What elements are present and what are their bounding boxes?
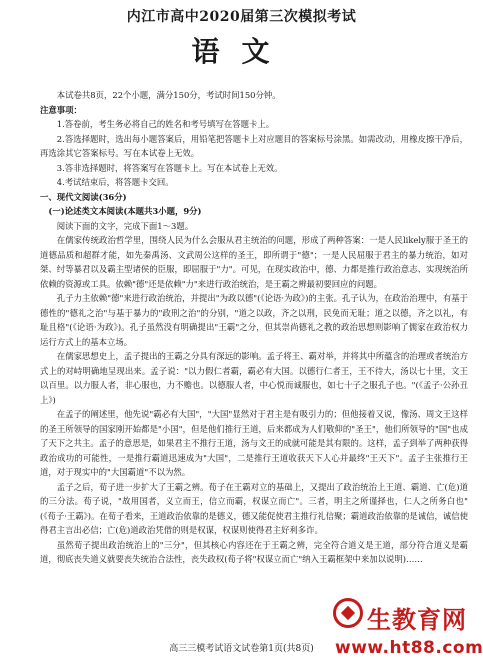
watermark-url: www.ht88.com bbox=[335, 638, 483, 658]
watermark-brand: 生教育网 bbox=[367, 606, 467, 634]
intro-line: 本试卷共8页，22个小题，满分150分，考试时间150分钟。 bbox=[56, 90, 281, 100]
passage-paragraph: 孔子力主依赖"德"来进行政治统治，并提出"为政以德"(《论语·为政》)的主张。孔子认为，在政治治理中，有基于德性的"德礼之治"与基于暴力的"政刑之治"的分别，"道之以政，齐之以刑，民免而无耻；道之以德，齐之以礼，有耻且格"(《论语·为政》)。孔子虽然没有明确提出"王霸"之分，但其崇尚德礼之教的政治思想则影响了儒家在政治权力运行方式上的基本立场。 bbox=[40, 293, 468, 347]
section-heading: 一、现代文阅读(36分) bbox=[40, 191, 127, 202]
note-item: 1.答卷前，考生务必将自己的姓名和考号填写在答题卡上。 bbox=[56, 119, 275, 129]
watermark bbox=[305, 594, 483, 664]
watermark-logo-icon bbox=[333, 598, 363, 628]
note-item: 3.答非选择题时，将答案写在答题卡上。写在本试卷上无效。 bbox=[56, 162, 283, 173]
notes-heading: 注意事项： bbox=[40, 104, 82, 115]
passage-paragraph: 在儒家思想史上，孟子提出的王霸之分具有深远的影响。孟子将王、霸对举，并将其中所蕴含的治理或者统治方式上的对峙明确地呈现出来。孟子说："以力假仁者霸，霸必有大国。以德行仁者王，王不待大，汤以七十里，文王以百里。以力服人者，非心服也，力不赡也。以德服人者，中心悦而诚服也，如七十子之服孔子也。"(《孟子·公孙丑上》) bbox=[40, 351, 468, 405]
passage-paragraph: 在儒家传统政治哲学里，围绕人民为什么会服从君主统治的问题，形成了两种答案：一是人民likely服于圣王的道德品质和超群才能，如先秦禹汤、文武周公这样的圣王，即所谓于"德"；一是人民屈服于君主的暴力统治，如对桀、纣等暴君以及霸主型诸侯的臣服，即屈服于"力"。可见，在现实政治中，德、力都是推行政治意志、实现统治所依赖的资源或工具。依赖"德"还是依赖"力"来进行政治统治，是王霸之辨最初要回应的问题。 bbox=[40, 235, 468, 289]
exam-body bbox=[40, 88, 468, 628]
exam-title: 内江市高中2020届第三次模拟考试 bbox=[126, 9, 357, 25]
note-item: 2.答选择题时，选出每小题答案后，用铅笔把答题卡上对应题目的答案标号涂黑。如需改动，用橡皮擦干净后，再选涂其它答案标号。写在本试卷上无效。 bbox=[40, 133, 468, 158]
note-item: 4.考试结束后，将答题卡交回。 bbox=[56, 177, 174, 187]
page-footer: 高三三模考试语文试卷第1页(共8页) bbox=[169, 644, 314, 654]
sub-section-heading: (一)论述类文本阅读(本题共3小题，9分) bbox=[48, 206, 202, 216]
subject-title: 语文 bbox=[191, 35, 292, 68]
passage-paragraph: 孟子之后，荀子进一步扩大了王霸之辨。荀子在王霸对立的基础上，又提出了政治统治上王道、霸道、亡(危)道的三分法。荀子说，"故用国者，义立而王，信立而霸，权谋立而亡"。三者，明主之所谨择也，仁人之所务白也"(《荀子·王霸》)。在荀子看来，王道政治依靠的是德义，德又能促使君主推行礼信聚；霸道政治依靠的是诚信，诚信使得君主言出必信；亡(危)道政治凭借的则是权谋，权谋则使得君主好利多诈。 bbox=[40, 481, 468, 535]
passage-paragraph: 虽然荀子提出政治统治上的"三分"，但其核心内容还在于王霸之辨，完全符合道义是王道，部分符合道义是霸道，彻底丧失道义就要丧失统治合法性，丧失政权(荀子将"权谋立而亡"纳入王霸框架中来加以说明)…… bbox=[40, 539, 468, 564]
passage-paragraph: 在孟子的阐述里，他先说"霸必有大国"，"大国"显然对于君主是有吸引力的；但他接着又说，像汤、周文王这样的圣王所领导的国家刚开始都是"小国"，但是他们推行王道，后来都成为人们敬仰的"圣王"，他们所领导的"国"也成了天下之共主。孟子的意思是，如果君主不推行王道，汤与文王的成就可能是其有限的。这样，孟子到举了两种获得政治成功的可能性，一是推行霸道迅速成为"大国"，二是推行王道收获天下人心并最终"王天下"。孟子主张推行王道，对于现实中的"大国霸道"不以为然。 bbox=[40, 409, 468, 477]
reading-instruction: 阅读下面的文字，完成下面1～3题。 bbox=[56, 220, 194, 231]
